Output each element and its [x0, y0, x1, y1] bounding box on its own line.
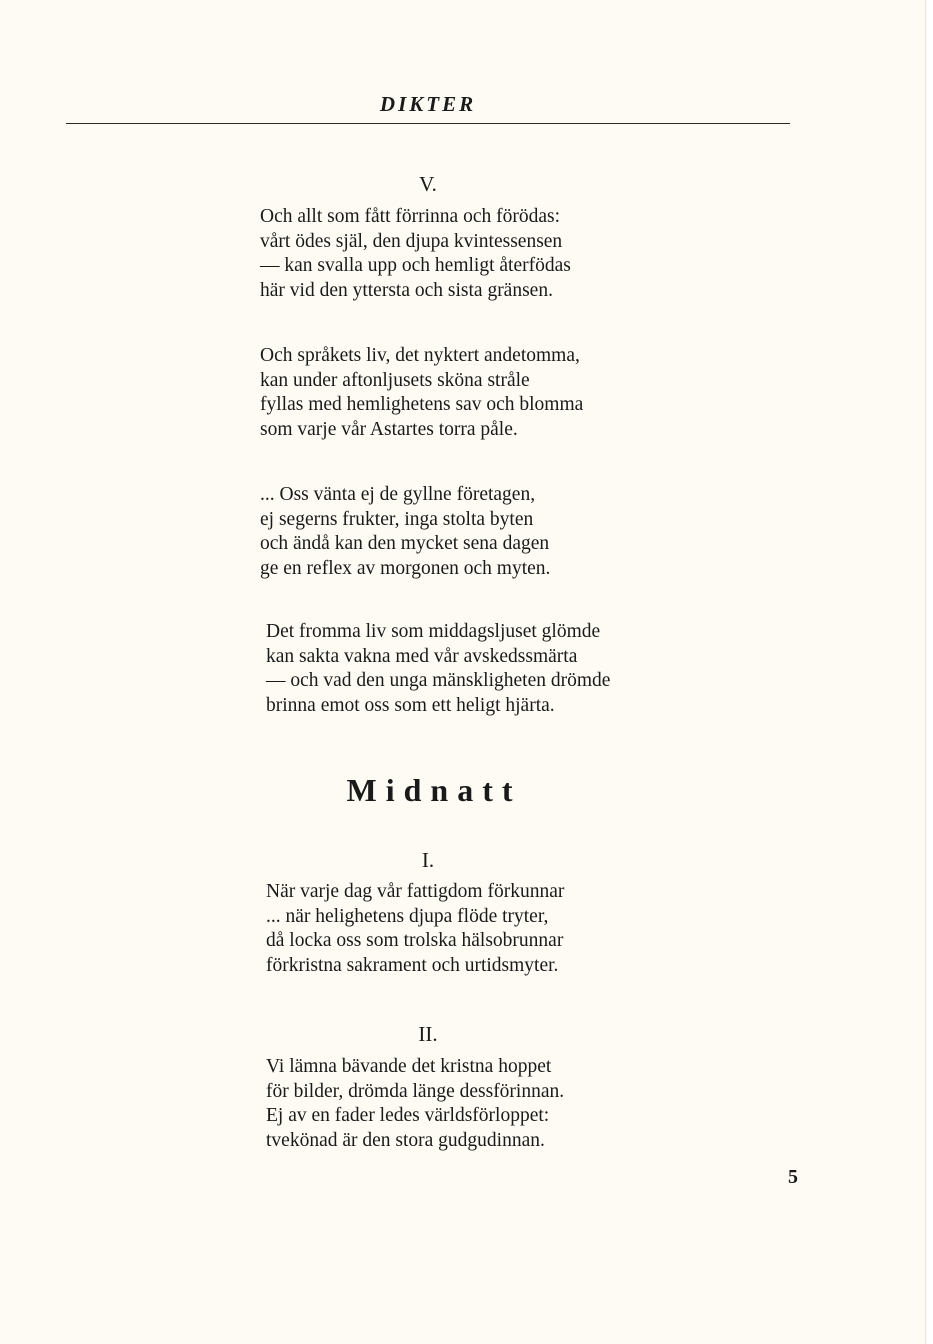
- section-numeral-i: I.: [421, 848, 435, 872]
- poem-line: ge en reflex av morgonen och myten.: [260, 557, 551, 579]
- poem-line: kan under aftonljusets sköna stråle: [260, 369, 530, 391]
- poem-line: När varje dag vår fattigdom förkunnar: [266, 881, 565, 902]
- poem-line: vårt ödes själ, den djupa kvintessensen: [260, 230, 563, 252]
- poem-line: — kan svalla upp och hemligt återfödas: [260, 255, 571, 276]
- section-numeral-ii: II.: [418, 1022, 438, 1046]
- running-title: DIKTER: [379, 92, 477, 116]
- stanza-3: [260, 483, 550, 581]
- poem-line: ej segerns frukter, inga stolta byten: [260, 508, 534, 530]
- poem-line: ... när helighetens djupa flöde tryter,: [266, 905, 549, 927]
- header-rule: [66, 123, 790, 124]
- poem-line: Och språkets liv, det nyktert andetomma,: [260, 345, 580, 366]
- section-numeral-v: V.: [419, 172, 437, 196]
- poem-line: Ej av en fader ledes världsförloppet:: [266, 1105, 550, 1126]
- stanza-4: [266, 620, 610, 718]
- page-number: 5: [788, 1166, 798, 1188]
- poem-line: Och allt som fått förrinna och förödas:: [260, 206, 560, 227]
- midnatt-part-1: [266, 880, 564, 978]
- poem-line: ... Oss vänta ej de gyllne företagen,: [260, 484, 536, 505]
- poem-line: då locka oss som trolska hälsobrunnar: [266, 930, 564, 951]
- poem-line: Vi lämna bävande det kristna hoppet: [266, 1056, 552, 1077]
- poem-line: och ändå kan den mycket sena dagen: [260, 533, 550, 554]
- poem-line: kan sakta vakna med vår avskedssmärta: [266, 645, 578, 667]
- poem-line: tvekönad är den stora gudgudinnan.: [266, 1129, 545, 1151]
- poem-line: som varje vår Astartes torra påle.: [260, 418, 518, 440]
- poem-title: Midnatt: [346, 772, 522, 808]
- poem-line: för bilder, drömda länge dessförinnan.: [266, 1080, 565, 1102]
- poem-line: — och vad den unga mänskligheten drömde: [266, 670, 611, 691]
- stanza-2: [260, 344, 583, 442]
- midnatt-part-2: [266, 1055, 564, 1153]
- stanza-1: [260, 205, 571, 303]
- poem-line: brinna emot oss som ett heligt hjärta.: [266, 694, 555, 716]
- poem-line: Det fromma liv som middagsljuset glömde: [266, 621, 601, 642]
- poem-line: förkristna sakrament och urtidsmyter.: [266, 954, 559, 976]
- poem-line: här vid den yttersta och sista gränsen.: [260, 279, 553, 301]
- poem-line: fyllas med hemlighetens sav och blomma: [260, 394, 584, 415]
